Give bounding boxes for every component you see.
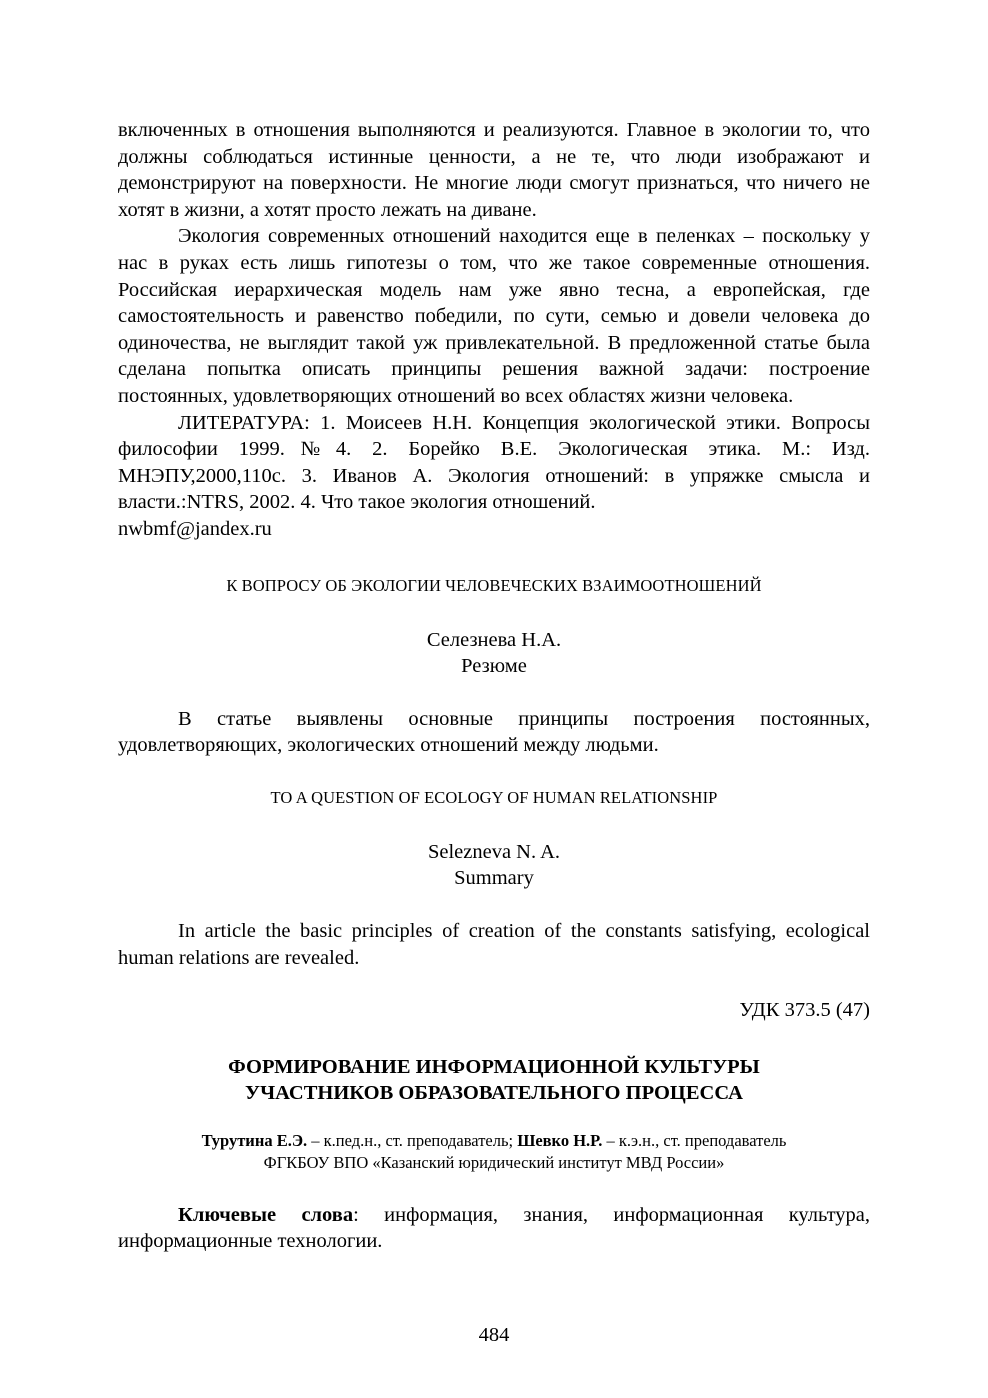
literature-list: ЛИТЕРАТУРА: 1. Моисеев Н.Н. Концепция экологической этики. Вопросы философии 1999.№4. 2. Борейко В.Е. Экологическая этика. М.: Изд. МНЭПУ,2000,110с. 3. Иванов А. Экология отношений: в упряжке смысла и власти.:NTRS, 2002. 4. Что такое экология отношений. bbox=[118, 411, 870, 514]
author2-info: – к.э.н., ст. преподаватель bbox=[602, 1130, 787, 1150]
article-title-line1: ФОРМИРОВАНИЕ ИНФОРМАЦИОННОЙ КУЛЬТУРЫ bbox=[228, 1055, 760, 1078]
page-content bbox=[118, 117, 870, 1255]
affiliation: ФГКБОУ ВПО «Казанский юридический институт МВД России» bbox=[263, 1152, 725, 1172]
paragraph-continuation: включенных в отношения выполняются и реализуются. Главное в экологии то, что должны соблюдаться истинные ценности, а не те, что люди изображают и демонстрируют на поверхности. Не многие люди смогут признаться, что ничего не хотят в жизни, а хотят просто лежать на диване. bbox=[118, 119, 870, 221]
summary-en-label: Summary bbox=[454, 867, 534, 890]
page-number: 484 bbox=[478, 1324, 510, 1346]
keywords-text: : информация, знания, информационная культура, информационные технологии. bbox=[118, 1203, 870, 1253]
author2-name: Шевко Н.Р. bbox=[517, 1130, 603, 1150]
summary-en-author: Selezneva N. A. bbox=[427, 840, 561, 863]
summary-ru-title: К ВОПРОСУ ОБ ЭКОЛОГИИ ЧЕЛОВЕЧЕСКИХ ВЗАИМООТНОШЕНИЙ bbox=[226, 575, 762, 595]
summary-en-text: In article the basic principles of creation of the constants satisfying, ecological human relations are revealed. bbox=[118, 920, 870, 969]
summary-ru-text: В статье выявлены основные принципы построения постоянных, удовлетворяющих, экологических отношений между людьми. bbox=[118, 707, 870, 757]
author1-info: – к.пед.н., ст. преподаватель; bbox=[307, 1130, 518, 1150]
article-title bbox=[118, 1054, 870, 1106]
paragraph-ecology-relations: Экология современных отношений находится еще в пеленках – поскольку у нас в руках есть лишь гипотезы о том, что же такое современные отношения. Российская иерархическая модель нам уже явно тесна, а европейская, где самостоятельность и равенство победили, по сути, семью и довели человека до одиночества, не выглядит такой уж привлекательной. В предложенной статье была сделана попытка описать принципы решения важной задачи: построение постоянных, удовлетворяющих отношений во всех областях жизни человека. bbox=[118, 225, 870, 407]
summary-ru-author: Селезнева Н.А. bbox=[426, 628, 562, 651]
summary-ru-label: Резюме bbox=[461, 655, 527, 678]
authors-block bbox=[118, 1130, 870, 1174]
udc-code: УДК 373.5 (47) bbox=[739, 999, 870, 1022]
keywords bbox=[118, 1202, 870, 1255]
author1-name: Турутина Е.Э. bbox=[201, 1130, 308, 1150]
keywords-label: Ключевые слова bbox=[178, 1203, 354, 1226]
authors-line bbox=[118, 1130, 870, 1152]
author-email: nwbmf@jandex.ru bbox=[118, 517, 272, 540]
article-title-line2: УЧАСТНИКОВ ОБРАЗОВАТЕЛЬНОГО ПРОЦЕССА bbox=[245, 1081, 743, 1104]
summary-en-title: TO A QUESTION OF ECOLOGY OF HUMAN RELATIONSHIP bbox=[270, 787, 718, 807]
